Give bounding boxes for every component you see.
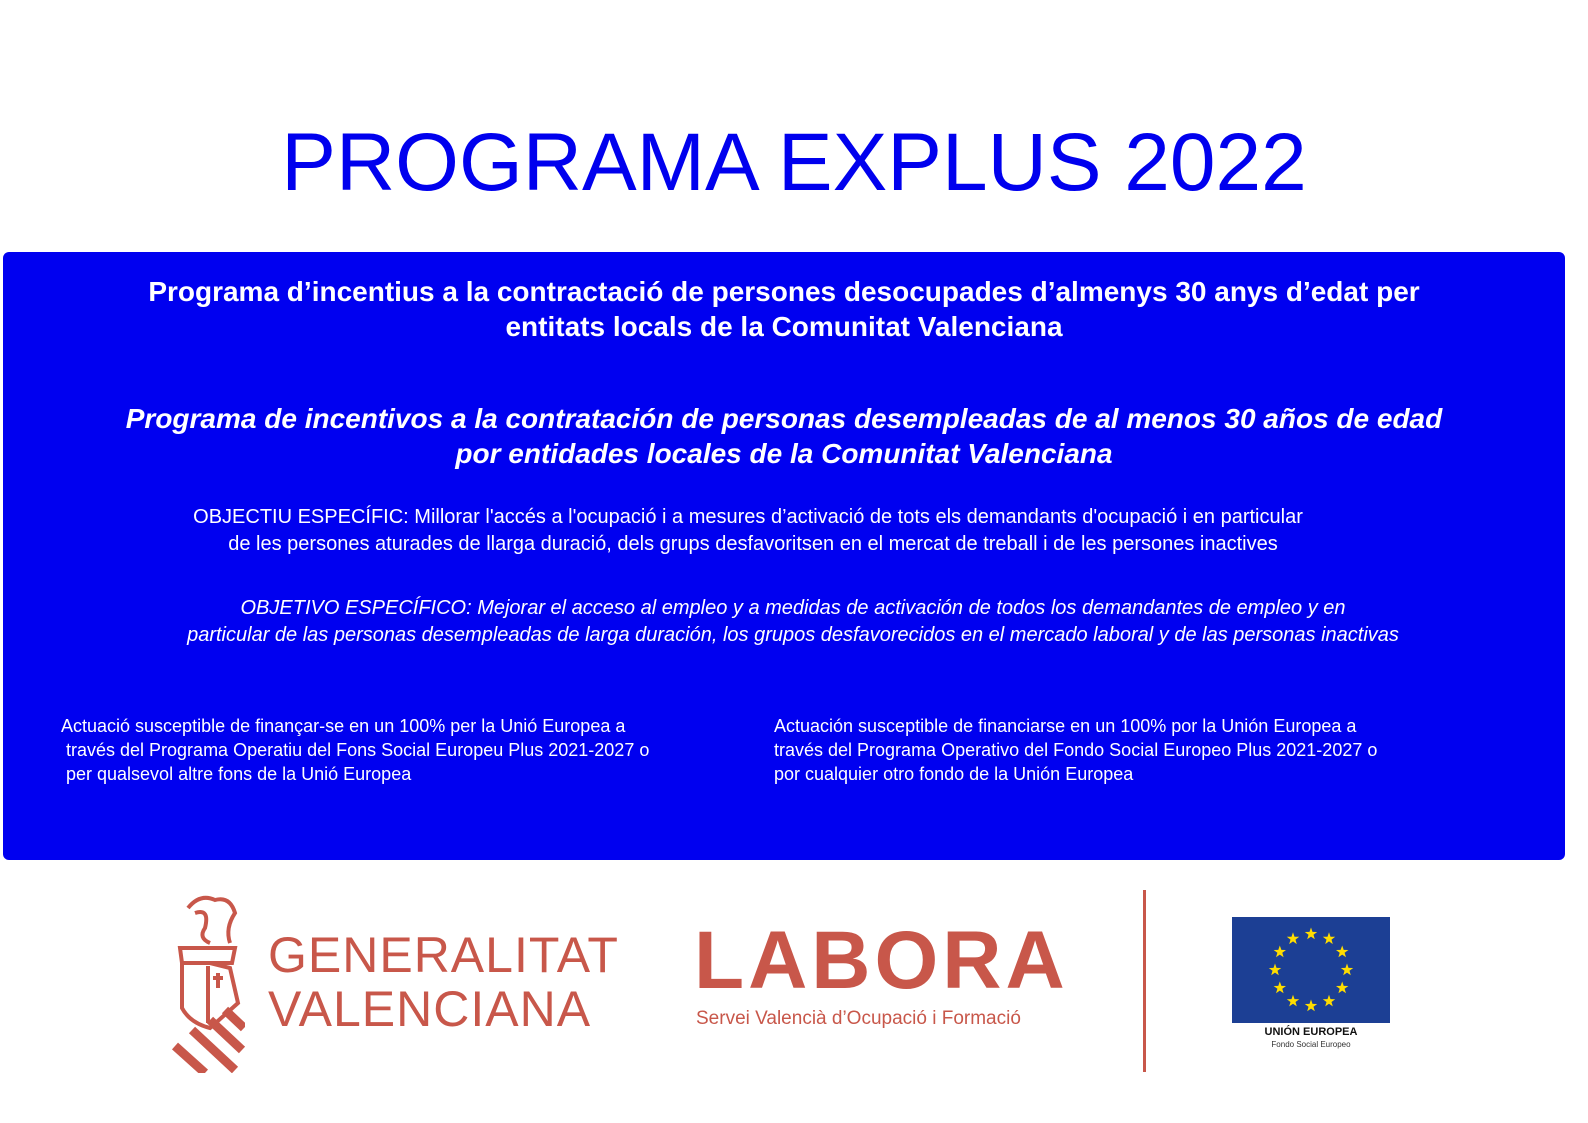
- labora-subtitle: Servei Valencià d’Ocupació i Formació: [696, 1008, 1021, 1029]
- generalitat-coat-of-arms-icon: [170, 888, 245, 1073]
- gv-line1: GENERALITAT: [268, 927, 619, 983]
- funding-es-line2: través del Programa Operativo del Fondo Social Europeo Plus 2021-2027 o: [774, 740, 1378, 760]
- gv-line2: VALENCIANA: [268, 981, 592, 1037]
- heading-es-line1: Programa de incentivos a la contratación de personas desempleadas de al menos 30 años de edad: [125, 403, 1443, 434]
- eu-label: UNIÓN EUROPEA: [1264, 1026, 1358, 1038]
- eu-flag-icon: [1232, 917, 1390, 1023]
- logos-bar: [0, 880, 1588, 1080]
- labora-logo: LABORA: [694, 915, 1069, 1006]
- funding-es-line3: por cualquier otro fondo de la Unión Europea: [774, 764, 1134, 784]
- generalitat-logo-text: [268, 928, 619, 1036]
- funding-ca-line2: través del Programa Operatiu del Fons Social Europeu Plus 2021-2027 o: [66, 740, 650, 760]
- heading-ca-line1: Programa d’incentius a la contractació de persones desocupades d’almenys 30 anys d’edat per: [148, 276, 1420, 307]
- funding-ca-line1: Actuació susceptible de finançar-se en un 100% per la Unió Europea a: [61, 716, 626, 736]
- funding-es-line1: Actuación susceptible de financiarse en un 100% por la Unión Europea a: [774, 716, 1357, 736]
- funding-ca-line3: per qualsevol altre fons de la Unió Europea: [66, 764, 412, 784]
- funding-es: [774, 714, 1377, 786]
- objective-ca-line1: OBJECTIU ESPECÍFIC: Millorar l'accés a l'ocupació i a mesures d’activació de tots els demandants d'ocupació i en particular: [193, 506, 1303, 528]
- objective-ca-line2: de les persones aturades de llarga duració, dels grups desfavoritsen en el mercat de treball i de les persones inactives: [228, 533, 1278, 555]
- eu-sublabel: Fondo Social Europeo: [1271, 1040, 1351, 1049]
- info-panel: [3, 252, 1565, 860]
- objective-es-line1: OBJETIVO ESPECÍFICO: Mejorar el acceso al empleo y a medidas de activación de todos los demandantes de empleo y en: [240, 597, 1346, 619]
- funding-ca: [61, 714, 649, 786]
- heading-es-line2: por entidades locales de la Comunitat Valenciana: [455, 438, 1113, 469]
- logo-divider: [1143, 890, 1146, 1072]
- heading-ca-line2: entitats locals de la Comunitat Valenciana: [505, 311, 1063, 342]
- objective-es-line2: particular de las personas desempleadas de larga duración, los grupos desfavorecidos en el mercado laboral y de las personas inactivas: [187, 624, 1399, 646]
- page-title: PROGRAMA EXPLUS 2022: [281, 117, 1307, 208]
